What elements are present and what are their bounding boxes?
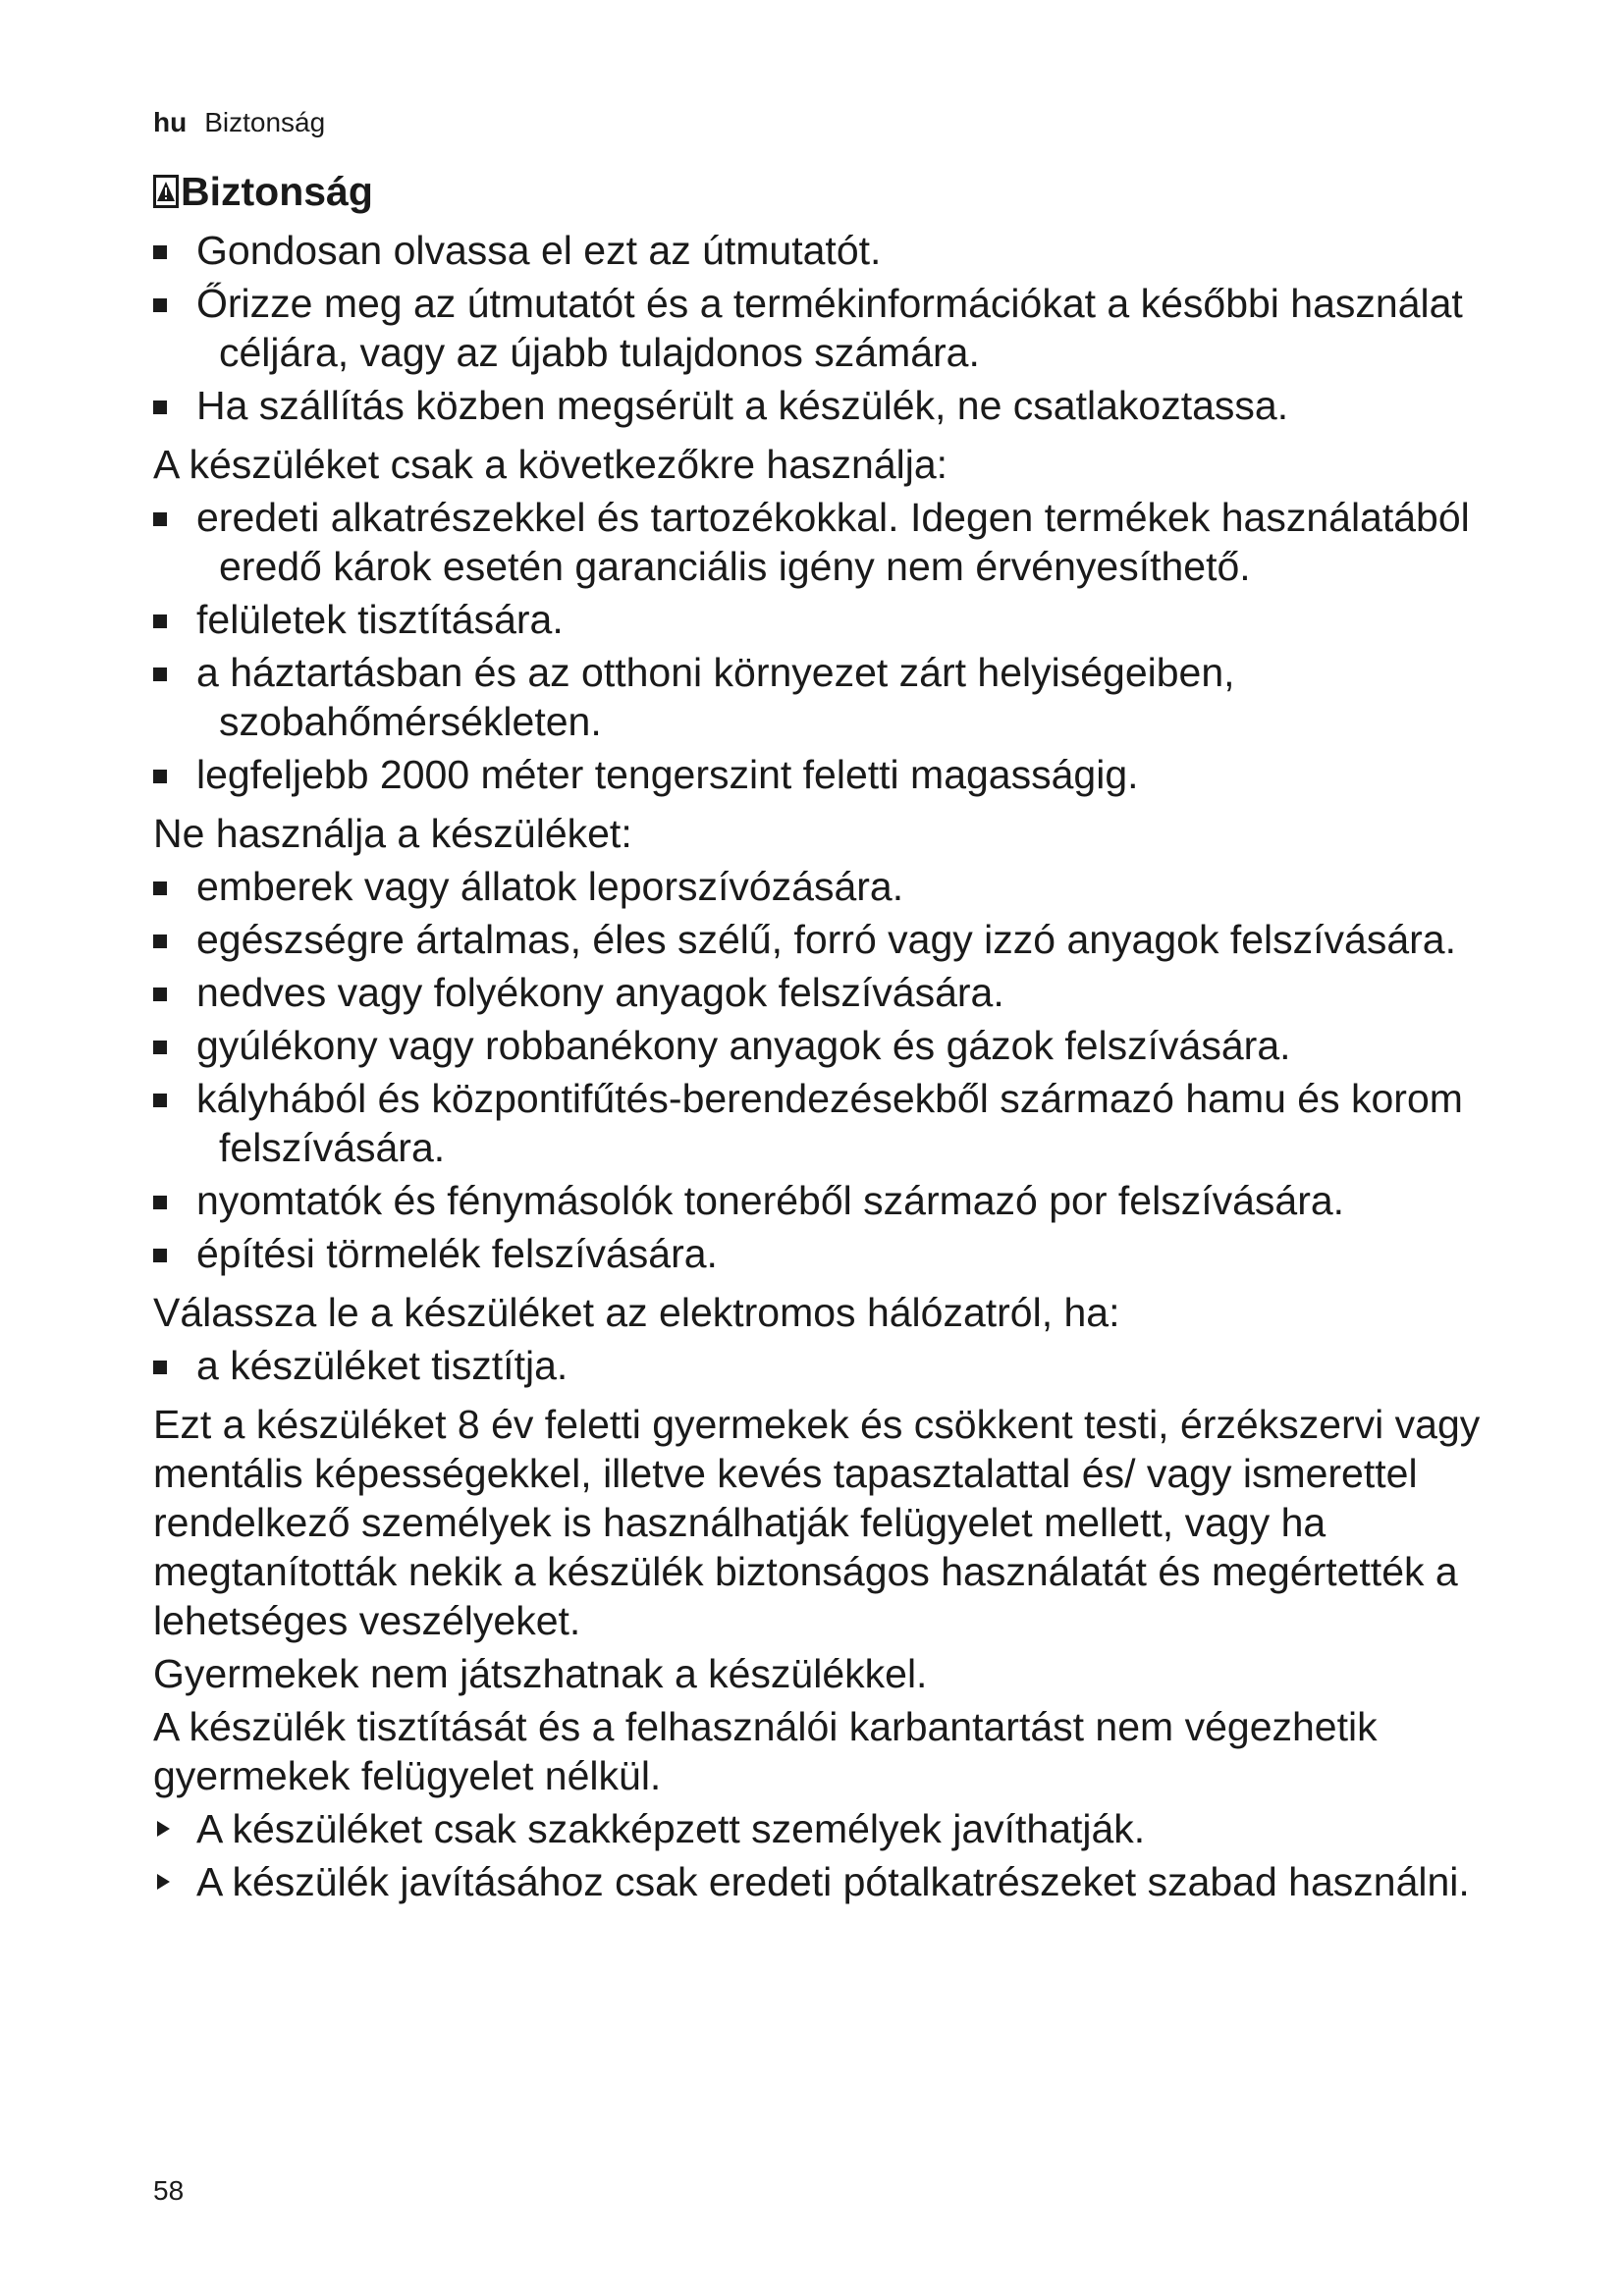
list-item: Gondosan olvassa el ezt az útmutatót.	[153, 226, 1528, 275]
safety-content	[153, 165, 1528, 1910]
list-item: emberek vagy állatok leporszívózására.	[153, 862, 1528, 911]
section-title	[153, 165, 1528, 218]
list-item: a háztartásban és az otthoni környezet zárt helyiségeiben, szobahőmérsékleten.	[153, 648, 1528, 746]
step-item: A készüléket csak szakképzett személyek javíthatják.	[153, 1804, 1528, 1853]
list-item: legfeljebb 2000 méter tengerszint feletti magasságig.	[153, 750, 1528, 799]
list-item: a készüléket tisztítja.	[153, 1341, 1528, 1390]
list-item: felületek tisztítására.	[153, 595, 1528, 644]
dont-list	[153, 862, 1528, 1278]
list-item: nedves vagy folyékony anyagok felszívására.	[153, 968, 1528, 1017]
list-item: nyomtatók és fénymásolók toneréből származó por felszívására.	[153, 1176, 1528, 1225]
repair-steps	[153, 1804, 1528, 1906]
children-paragraph-2: Gyermekek nem játszhatnak a készülékkel.	[153, 1651, 928, 1696]
list-item: Őrizze meg az útmutatót és a termékinformációkat a későbbi használat céljára, vagy az újabb tulajdonos számára.	[153, 279, 1528, 377]
list-item: Ha szállítás közben megsérült a készülék, ne csatlakoztassa.	[153, 381, 1528, 430]
language-code: hu	[153, 107, 188, 137]
children-paragraph-1: Ezt a készüléket 8 év feletti gyermekek és csökkent testi, érzékszervi vagy mentális képességekkel, illetve kevés tapasztalattal és/ vagy ismerettel rendelkező személyek is használhatják felügyelet mellett, vagy ha megtanították nekik a készülék biztonságos használatát és megértették a lehetséges veszélyeket.	[153, 1402, 1481, 1643]
disconnect-list	[153, 1341, 1528, 1390]
list-item: egészségre ártalmas, éles szélű, forró vagy izzó anyagok felszívására.	[153, 915, 1528, 964]
list-item: gyúlékony vagy robbanékony anyagok és gázok felszívására.	[153, 1021, 1528, 1070]
warning-icon	[153, 175, 179, 208]
use-list	[153, 493, 1528, 799]
general-list	[153, 226, 1528, 430]
page-number: 58	[153, 2175, 185, 2206]
use-intro: A készüléket csak a következőkre használja:	[153, 442, 948, 487]
disconnect-intro: Válassza le a készüléket az elektromos hálózatról, ha:	[153, 1290, 1120, 1335]
title-text: Biztonság	[181, 169, 373, 214]
header-section: Biztonság	[204, 107, 326, 137]
step-item: A készülék javításához csak eredeti pótalkatrészeket szabad használni.	[153, 1857, 1528, 1906]
list-item: építési törmelék felszívására.	[153, 1229, 1528, 1278]
page-header	[153, 106, 325, 139]
dont-intro: Ne használja a készüléket:	[153, 811, 632, 856]
list-item: kályhából és központifűtés-berendezésekből származó hamu és korom felszívására.	[153, 1074, 1528, 1172]
children-paragraph-3: A készülék tisztítását és a felhasználói karbantartást nem végezhetik gyermekek felügyelet nélkül.	[153, 1704, 1378, 1798]
list-item: eredeti alkatrészekkel és tartozékokkal. Idegen termékek használatából eredő károk esetén garanciális igény nem érvényesíthető.	[153, 493, 1528, 591]
